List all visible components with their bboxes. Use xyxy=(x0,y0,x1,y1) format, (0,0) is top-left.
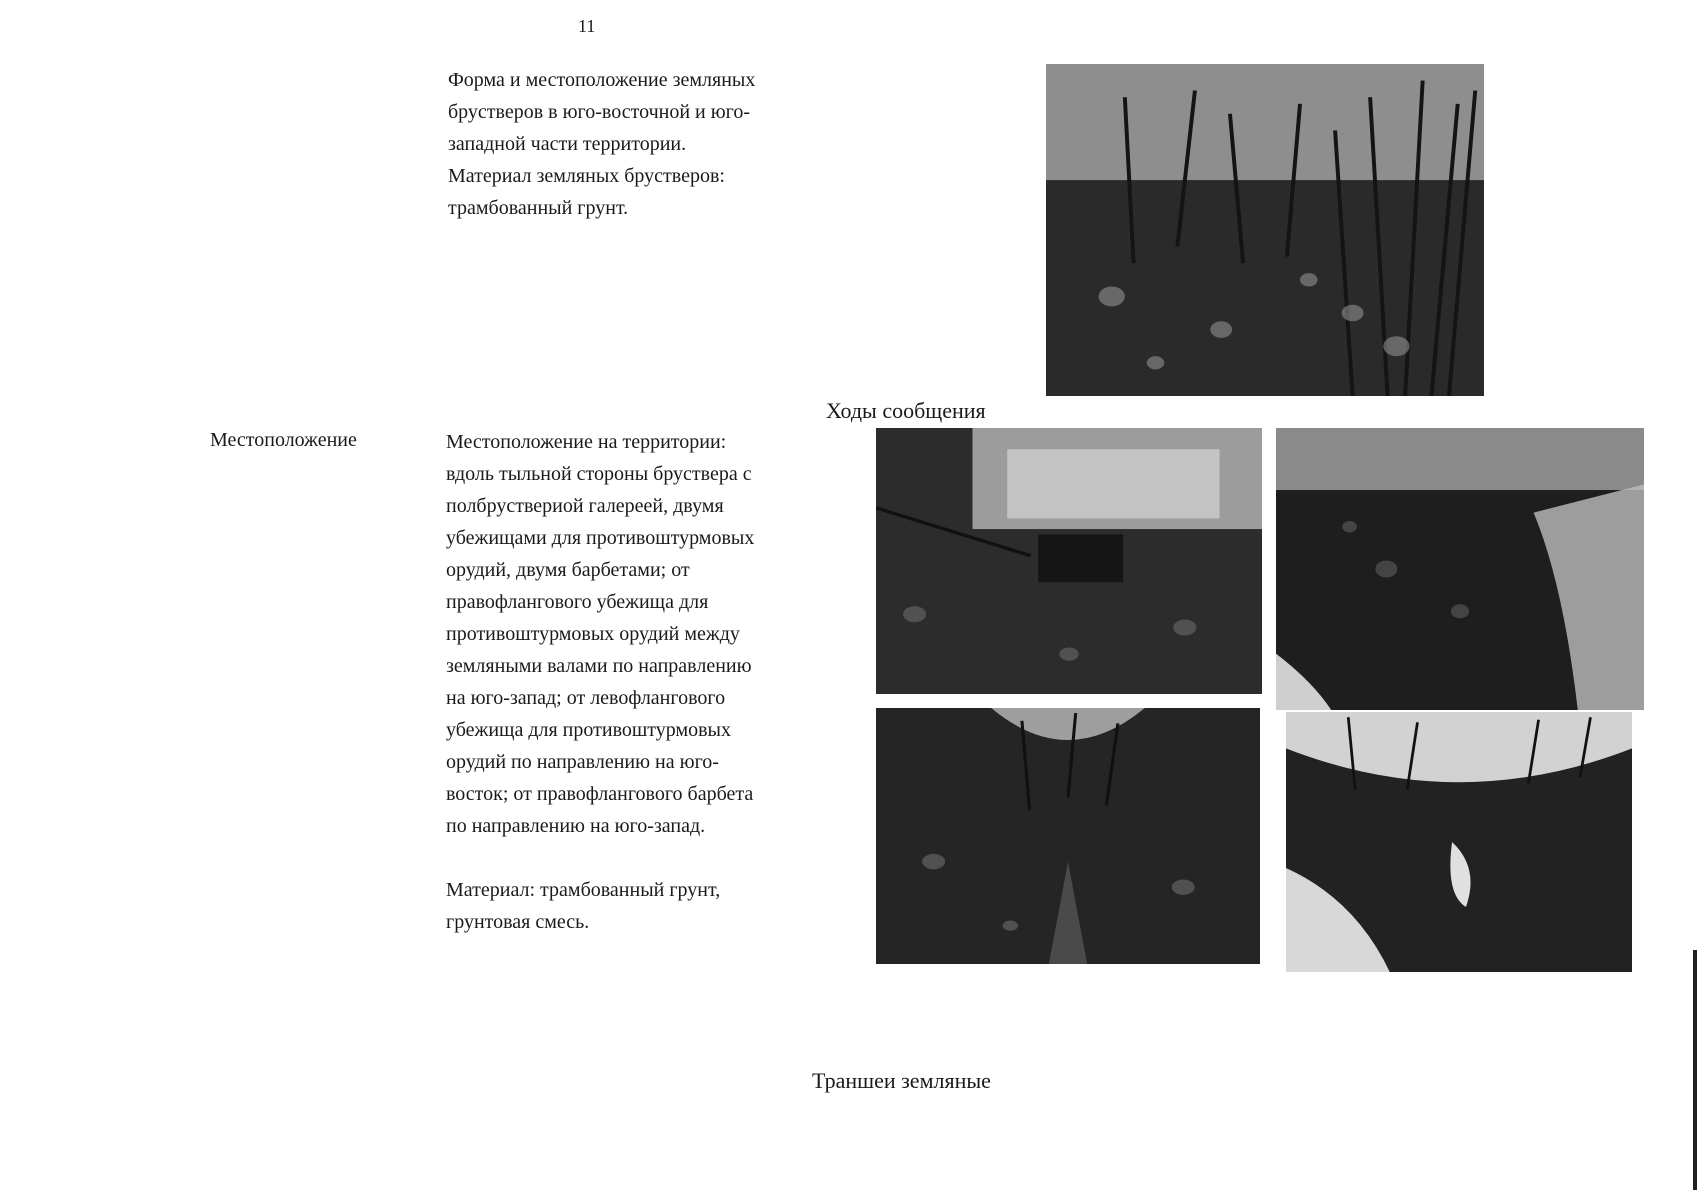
section-heading-hody: Ходы сообщения xyxy=(826,398,986,423)
photo-passage-2 xyxy=(1276,428,1644,710)
row-label-location: Местоположение xyxy=(210,429,357,451)
text-line: грунтовая смесь. xyxy=(446,911,590,933)
text-line: противоштурмовых орудий между xyxy=(446,623,740,645)
text-line: на юго-запад; от левофлангового xyxy=(446,687,726,709)
text-line: трамбованный грунт. xyxy=(448,197,629,219)
text-line: западной части территории. xyxy=(448,133,687,155)
text-line: по направлению на юго-запад. xyxy=(446,815,706,837)
text-line: вдоль тыльной стороны бруствера с xyxy=(446,463,752,485)
hody-material-description xyxy=(446,874,836,938)
photo-passage-3 xyxy=(876,708,1260,964)
earthworks-description xyxy=(448,64,838,224)
text-line: Местоположение на территории: xyxy=(446,431,727,453)
scan-edge xyxy=(1693,950,1697,1190)
photo-passage-4 xyxy=(1286,712,1632,972)
photo-earthen-parapet xyxy=(1046,64,1484,396)
text-line: Форма и местоположение земляных xyxy=(448,69,756,91)
hody-location-description xyxy=(446,426,836,842)
text-line: Материал: трамбованный грунт, xyxy=(446,879,721,901)
text-line: убежищами для противоштурмовых xyxy=(446,527,755,549)
photo-passage-1 xyxy=(876,428,1262,694)
text-line: орудий по направлению на юго- xyxy=(446,751,719,773)
text-line: Материал земляных брустверов: xyxy=(448,165,725,187)
section-heading-transhei: Траншеи земляные xyxy=(812,1068,991,1093)
text-line: полбруствериой галереей, двумя xyxy=(446,495,724,517)
page-number: 11 xyxy=(578,16,596,36)
text-line: брустверов в юго-восточной и юго- xyxy=(448,101,751,123)
text-line: правофлангового убежища для xyxy=(446,591,709,613)
text-line: убежища для противоштурмовых xyxy=(446,719,731,741)
text-line: земляными валами по направлению xyxy=(446,655,752,677)
text-line: орудий, двумя барбетами; от xyxy=(446,559,690,581)
text-line: восток; от правофлангового барбета xyxy=(446,783,754,805)
